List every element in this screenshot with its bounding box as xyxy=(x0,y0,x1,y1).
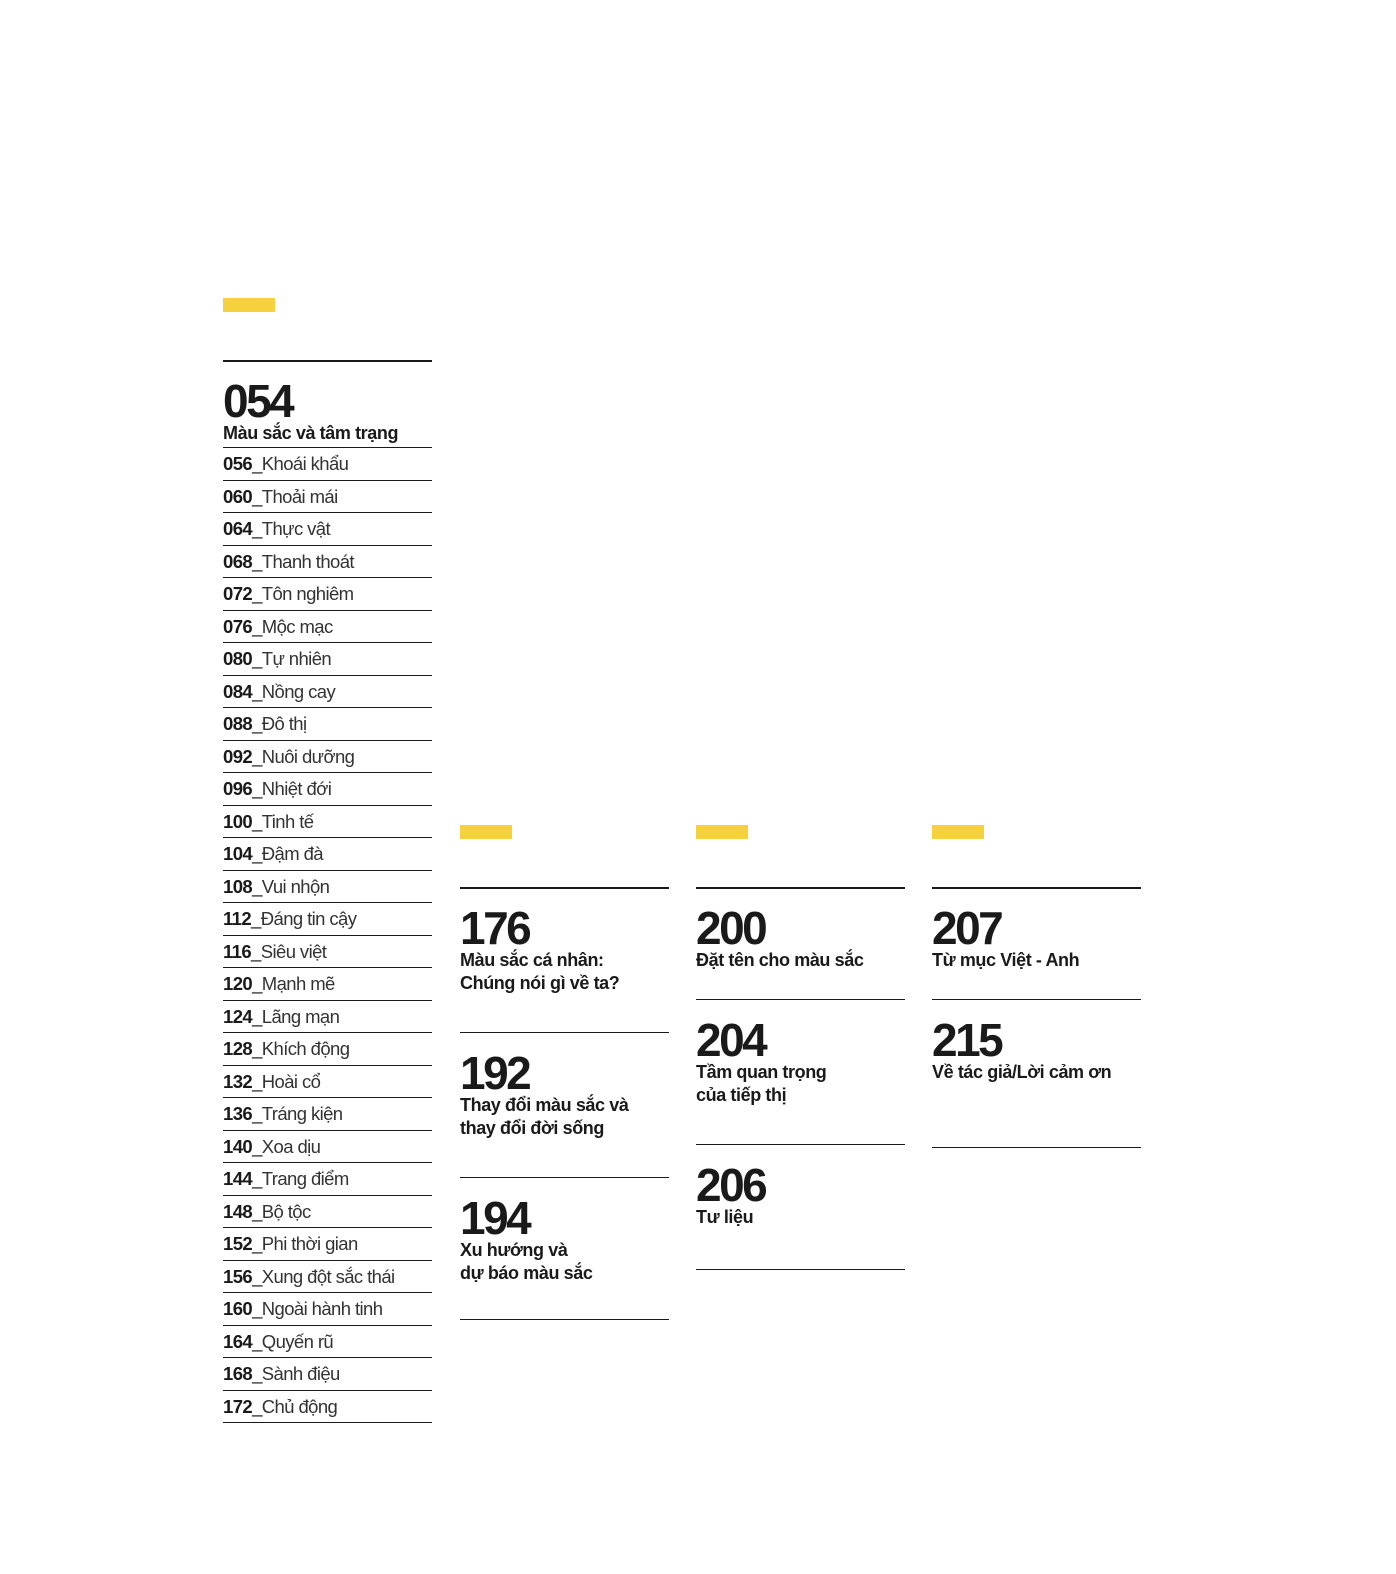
toc-entry[interactable] xyxy=(223,968,432,1001)
section-title xyxy=(696,949,905,972)
toc-entry-number: 088 xyxy=(223,713,253,734)
accent-bar-col2 xyxy=(460,825,512,839)
section-divider xyxy=(932,887,1141,889)
toc-entry[interactable] xyxy=(223,1163,432,1196)
toc-entry[interactable] xyxy=(223,936,432,969)
toc-entry[interactable] xyxy=(223,1033,432,1066)
toc-entry-label: Quyến rũ xyxy=(261,1330,334,1352)
toc-entry-number: 128 xyxy=(223,1038,253,1059)
toc-entry-number: 076 xyxy=(223,615,253,637)
section-divider xyxy=(932,1147,1141,1148)
toc-entry[interactable] xyxy=(223,643,432,676)
toc-entry-label: Đô thị xyxy=(261,713,307,734)
toc-entry-separator: _ xyxy=(252,1298,262,1319)
section-title-line: Chúng nói gì về ta? xyxy=(460,973,620,993)
toc-entry-number: 068 xyxy=(223,550,253,572)
toc-entry[interactable] xyxy=(223,903,432,936)
toc-entry-label: Nồng cay xyxy=(261,680,336,702)
toc-entry-number: 136 xyxy=(223,1103,253,1124)
section-title xyxy=(696,1061,905,1107)
toc-entry[interactable] xyxy=(223,513,432,546)
section-title xyxy=(696,1206,905,1229)
toc-entry-label: Xoa dịu xyxy=(261,1135,321,1157)
toc-entry[interactable] xyxy=(223,676,432,709)
toc-entry-number: 108 xyxy=(223,875,253,897)
toc-section[interactable] xyxy=(696,1159,905,1229)
toc-entry-number: 164 xyxy=(223,1330,253,1352)
toc-entry-label: Nhiệt đới xyxy=(261,778,332,799)
toc-entry-number: 072 xyxy=(223,583,253,604)
toc-entry-number: 172 xyxy=(223,1395,253,1417)
toc-entry-number: 060 xyxy=(223,485,253,507)
section-title xyxy=(460,1239,669,1285)
toc-entry[interactable] xyxy=(223,1196,432,1229)
toc-entry[interactable] xyxy=(223,546,432,579)
toc-entry-label: Sành điệu xyxy=(261,1363,340,1384)
toc-entry-separator: _ xyxy=(252,550,262,572)
toc-entry-number: 156 xyxy=(223,1265,253,1287)
toc-entry[interactable] xyxy=(223,838,432,871)
toc-entry-label: Trang điểm xyxy=(261,1168,349,1189)
toc-entry-label: Phi thời gian xyxy=(261,1233,358,1254)
section-number: 215 xyxy=(932,1014,1002,1066)
section-title-line: Xu hướng và xyxy=(460,1240,568,1260)
section-heading xyxy=(223,362,432,448)
toc-entry-label: Vui nhộn xyxy=(261,875,330,897)
toc-entry-label: Mạnh mẽ xyxy=(261,973,335,994)
toc-entry-separator: _ xyxy=(252,1135,262,1157)
toc-entry-label: Tự nhiên xyxy=(261,648,332,669)
section-title-line: Về tác giả/Lời cảm ơn xyxy=(932,1062,1112,1082)
toc-entry-label: Thanh thoát xyxy=(261,550,354,572)
section-title-line: Đặt tên cho màu sắc xyxy=(696,950,864,970)
toc-entry-label: Xung đột sắc thái xyxy=(261,1265,395,1287)
toc-entry-number: 152 xyxy=(223,1233,253,1254)
toc-entry-separator: _ xyxy=(252,810,262,832)
section-title-line: của tiếp thị xyxy=(696,1085,787,1105)
toc-entry[interactable] xyxy=(223,1391,432,1424)
section-title-line: Thay đổi màu sắc và xyxy=(460,1095,629,1115)
section-divider xyxy=(460,1032,669,1033)
section-number: 192 xyxy=(460,1047,530,1099)
toc-entry[interactable] xyxy=(223,1228,432,1261)
section-number: 194 xyxy=(460,1192,530,1244)
toc-entry[interactable] xyxy=(223,1066,432,1099)
toc-entry[interactable] xyxy=(223,1293,432,1326)
toc-entry[interactable] xyxy=(223,1098,432,1131)
toc-entry-number: 160 xyxy=(223,1298,253,1319)
toc-entry-label: Khích động xyxy=(261,1038,350,1059)
toc-entry[interactable] xyxy=(223,611,432,644)
section-title-line: Tầm quan trọng xyxy=(696,1062,827,1082)
section-divider xyxy=(932,999,1141,1000)
section-divider xyxy=(460,887,669,889)
toc-entry-separator: _ xyxy=(252,518,262,539)
toc-entry-number: 116 xyxy=(223,940,252,962)
toc-section[interactable] xyxy=(460,1047,669,1140)
toc-entry[interactable] xyxy=(223,708,432,741)
toc-entry-number: 144 xyxy=(223,1168,253,1189)
toc-column-4 xyxy=(932,887,1141,1151)
toc-entry-label: Bộ tộc xyxy=(261,1200,311,1222)
accent-bar-col4 xyxy=(932,825,984,839)
toc-section[interactable] xyxy=(932,902,1141,972)
toc-entry-number: 132 xyxy=(223,1070,253,1092)
toc-entry-separator: _ xyxy=(252,485,262,507)
toc-entry[interactable] xyxy=(223,1326,432,1359)
toc-section[interactable] xyxy=(460,1192,669,1285)
toc-entry-label: Thoải mái xyxy=(261,485,338,507)
toc-entry-label: Đáng tin cậy xyxy=(260,908,357,929)
section-number: 206 xyxy=(696,1159,766,1211)
section-title: Màu sắc và tâm trạng xyxy=(223,423,399,443)
section-title-line: thay đổi đời sống xyxy=(460,1118,604,1138)
section-title xyxy=(932,949,1141,972)
section-divider xyxy=(460,1319,669,1320)
section-title-line: Màu sắc cá nhân: xyxy=(460,950,604,970)
toc-entry-separator: _ xyxy=(252,1005,262,1027)
toc-entry[interactable] xyxy=(223,1358,432,1391)
toc-entry-separator: _ xyxy=(251,908,261,929)
toc-entry-number: 168 xyxy=(223,1363,253,1384)
section-divider xyxy=(696,1269,905,1270)
toc-entry[interactable] xyxy=(223,1261,432,1294)
toc-entry-label: Khoái khẩu xyxy=(261,453,349,474)
toc-entry-separator: _ xyxy=(252,1200,262,1222)
section-title-line: dự báo màu sắc xyxy=(460,1263,593,1283)
toc-entry[interactable] xyxy=(223,481,432,514)
toc-entry[interactable] xyxy=(223,871,432,904)
toc-entry-label: Nuôi dưỡng xyxy=(261,745,355,767)
toc-section[interactable] xyxy=(460,902,669,995)
toc-entry-number: 080 xyxy=(223,648,253,669)
section-title xyxy=(460,1094,669,1140)
section-number: 054 xyxy=(223,375,293,427)
section-title xyxy=(932,1061,1141,1084)
toc-column-3 xyxy=(696,887,905,1273)
toc-section[interactable] xyxy=(696,1014,905,1107)
toc-list xyxy=(223,448,432,1423)
section-title-line: Từ mục Việt - Anh xyxy=(932,950,1080,970)
toc-entry-number: 056 xyxy=(223,453,253,474)
section-number: 176 xyxy=(460,902,530,954)
toc-entry-separator: _ xyxy=(252,1038,262,1059)
toc-entry-separator: _ xyxy=(252,1395,262,1417)
toc-entry-separator: _ xyxy=(252,1330,262,1352)
section-title-line: Tư liệu xyxy=(696,1207,754,1227)
toc-entry[interactable] xyxy=(223,1131,432,1164)
toc-entry-number: 104 xyxy=(223,843,253,864)
toc-entry[interactable] xyxy=(223,1001,432,1034)
toc-column-2 xyxy=(460,887,669,1323)
toc-entry-separator: _ xyxy=(252,615,262,637)
toc-entry-number: 124 xyxy=(223,1005,253,1027)
toc-entry-label: Lãng mạn xyxy=(261,1005,340,1027)
toc-entry-separator: _ xyxy=(252,1168,262,1189)
toc-entry-number: 064 xyxy=(223,518,253,539)
toc-entry-label: Tinh tế xyxy=(261,810,314,832)
section-divider xyxy=(696,1144,905,1145)
toc-entry-label: Chủ động xyxy=(261,1395,338,1417)
toc-entry-number: 120 xyxy=(223,973,253,994)
toc-entry-separator: _ xyxy=(252,745,262,767)
toc-section[interactable] xyxy=(932,1014,1141,1084)
toc-entry-separator: _ xyxy=(251,940,261,962)
toc-entry-number: 148 xyxy=(223,1200,253,1222)
toc-entry-separator: _ xyxy=(252,648,262,669)
toc-section[interactable] xyxy=(696,902,905,972)
toc-entry-separator: _ xyxy=(252,583,262,604)
toc-entry-label: Tráng kiện xyxy=(261,1103,343,1124)
toc-entry-label: Ngoài hành tinh xyxy=(261,1298,383,1319)
section-title xyxy=(460,949,669,995)
toc-entry-number: 140 xyxy=(223,1135,253,1157)
toc-entry-label: Hoài cổ xyxy=(261,1070,321,1092)
section-number: 200 xyxy=(696,902,766,954)
toc-entry-separator: _ xyxy=(252,1265,262,1287)
section-divider xyxy=(460,1177,669,1178)
accent-bar-col3 xyxy=(696,825,748,839)
accent-bar-col1 xyxy=(223,298,275,312)
toc-entry-number: 084 xyxy=(223,680,253,702)
toc-entry-number: 100 xyxy=(223,810,253,832)
toc-entry-label: Siêu việt xyxy=(260,940,327,962)
toc-entry-separator: _ xyxy=(252,713,262,734)
toc-entry[interactable] xyxy=(223,578,432,611)
section-divider xyxy=(696,887,905,889)
toc-entry-separator: _ xyxy=(252,1103,262,1124)
toc-entry-separator: _ xyxy=(252,1070,262,1092)
toc-entry-label: Tôn nghiêm xyxy=(261,583,354,604)
toc-entry-number: 112 xyxy=(223,908,252,929)
toc-entry-number: 096 xyxy=(223,778,253,799)
toc-entry-number: 092 xyxy=(223,745,253,767)
toc-entry-separator: _ xyxy=(252,1363,262,1384)
toc-entry-label: Mộc mạc xyxy=(261,615,333,637)
toc-entry-label: Đậm đà xyxy=(261,843,323,864)
toc-entry-separator: _ xyxy=(252,1233,262,1254)
toc-entry-separator: _ xyxy=(252,778,262,799)
toc-entry-separator: _ xyxy=(252,680,262,702)
toc-entry-label: Thực vật xyxy=(261,518,331,539)
toc-entry[interactable] xyxy=(223,806,432,839)
toc-entry-separator: _ xyxy=(252,875,262,897)
toc-entry-separator: _ xyxy=(252,973,262,994)
toc-entry-separator: _ xyxy=(252,453,262,474)
toc-entry[interactable] xyxy=(223,741,432,774)
section-divider xyxy=(696,999,905,1000)
toc-column-1 xyxy=(223,360,432,1423)
toc-entry[interactable] xyxy=(223,448,432,481)
section-number: 204 xyxy=(696,1014,766,1066)
toc-entry[interactable] xyxy=(223,773,432,806)
toc-entry-separator: _ xyxy=(252,843,262,864)
section-number: 207 xyxy=(932,902,1002,954)
